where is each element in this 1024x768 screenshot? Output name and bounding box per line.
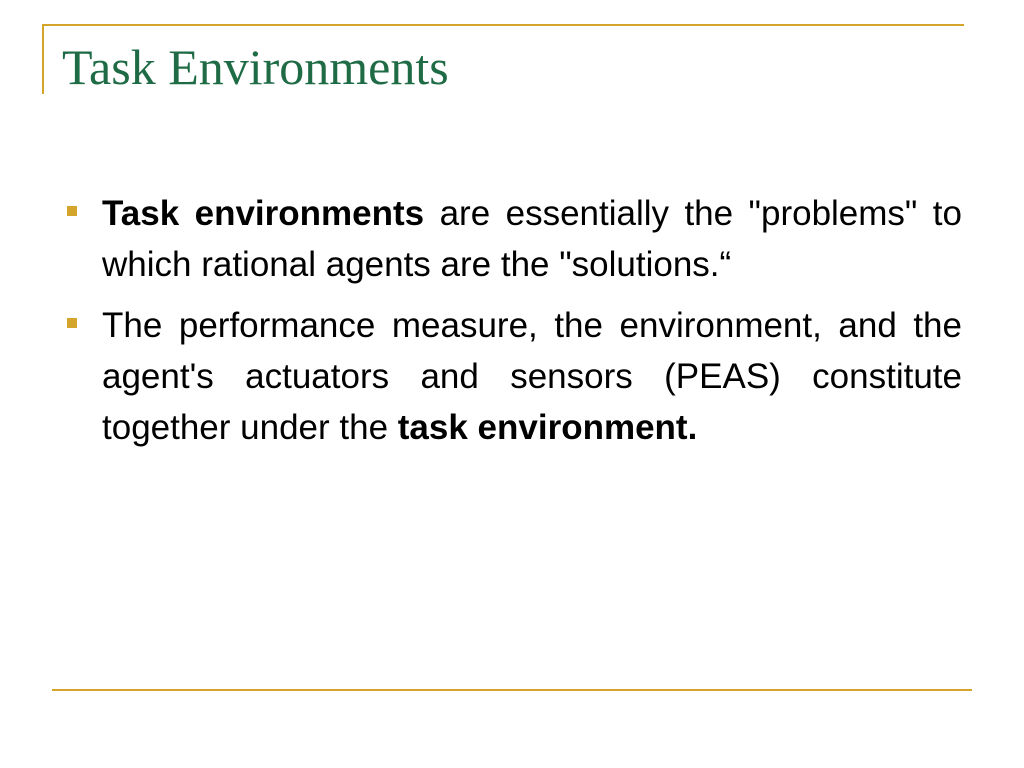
bullet-bold-tail: task environment. (397, 408, 698, 447)
square-bullet-icon (67, 206, 77, 216)
bullet-list (62, 188, 962, 463)
bullet-text (102, 188, 962, 290)
bullet-text (102, 300, 962, 453)
slide-title: Task Environments (62, 39, 449, 95)
bullet-body: The performance measure, the environment, and the agent's actuators and sensors (PEAS) constitute together under the (102, 306, 962, 447)
title-frame-top-rule (42, 24, 964, 26)
bullet-item (62, 188, 962, 290)
bullet-item (62, 300, 962, 453)
square-bullet-icon (67, 318, 77, 328)
footer-rule (52, 689, 972, 691)
bullet-bold-lead: Task environments (102, 194, 425, 233)
bullet-body: are essentially the "problems" to which rational agents are the "solutions.“ (102, 194, 962, 284)
title-frame-left-rule (42, 24, 44, 94)
